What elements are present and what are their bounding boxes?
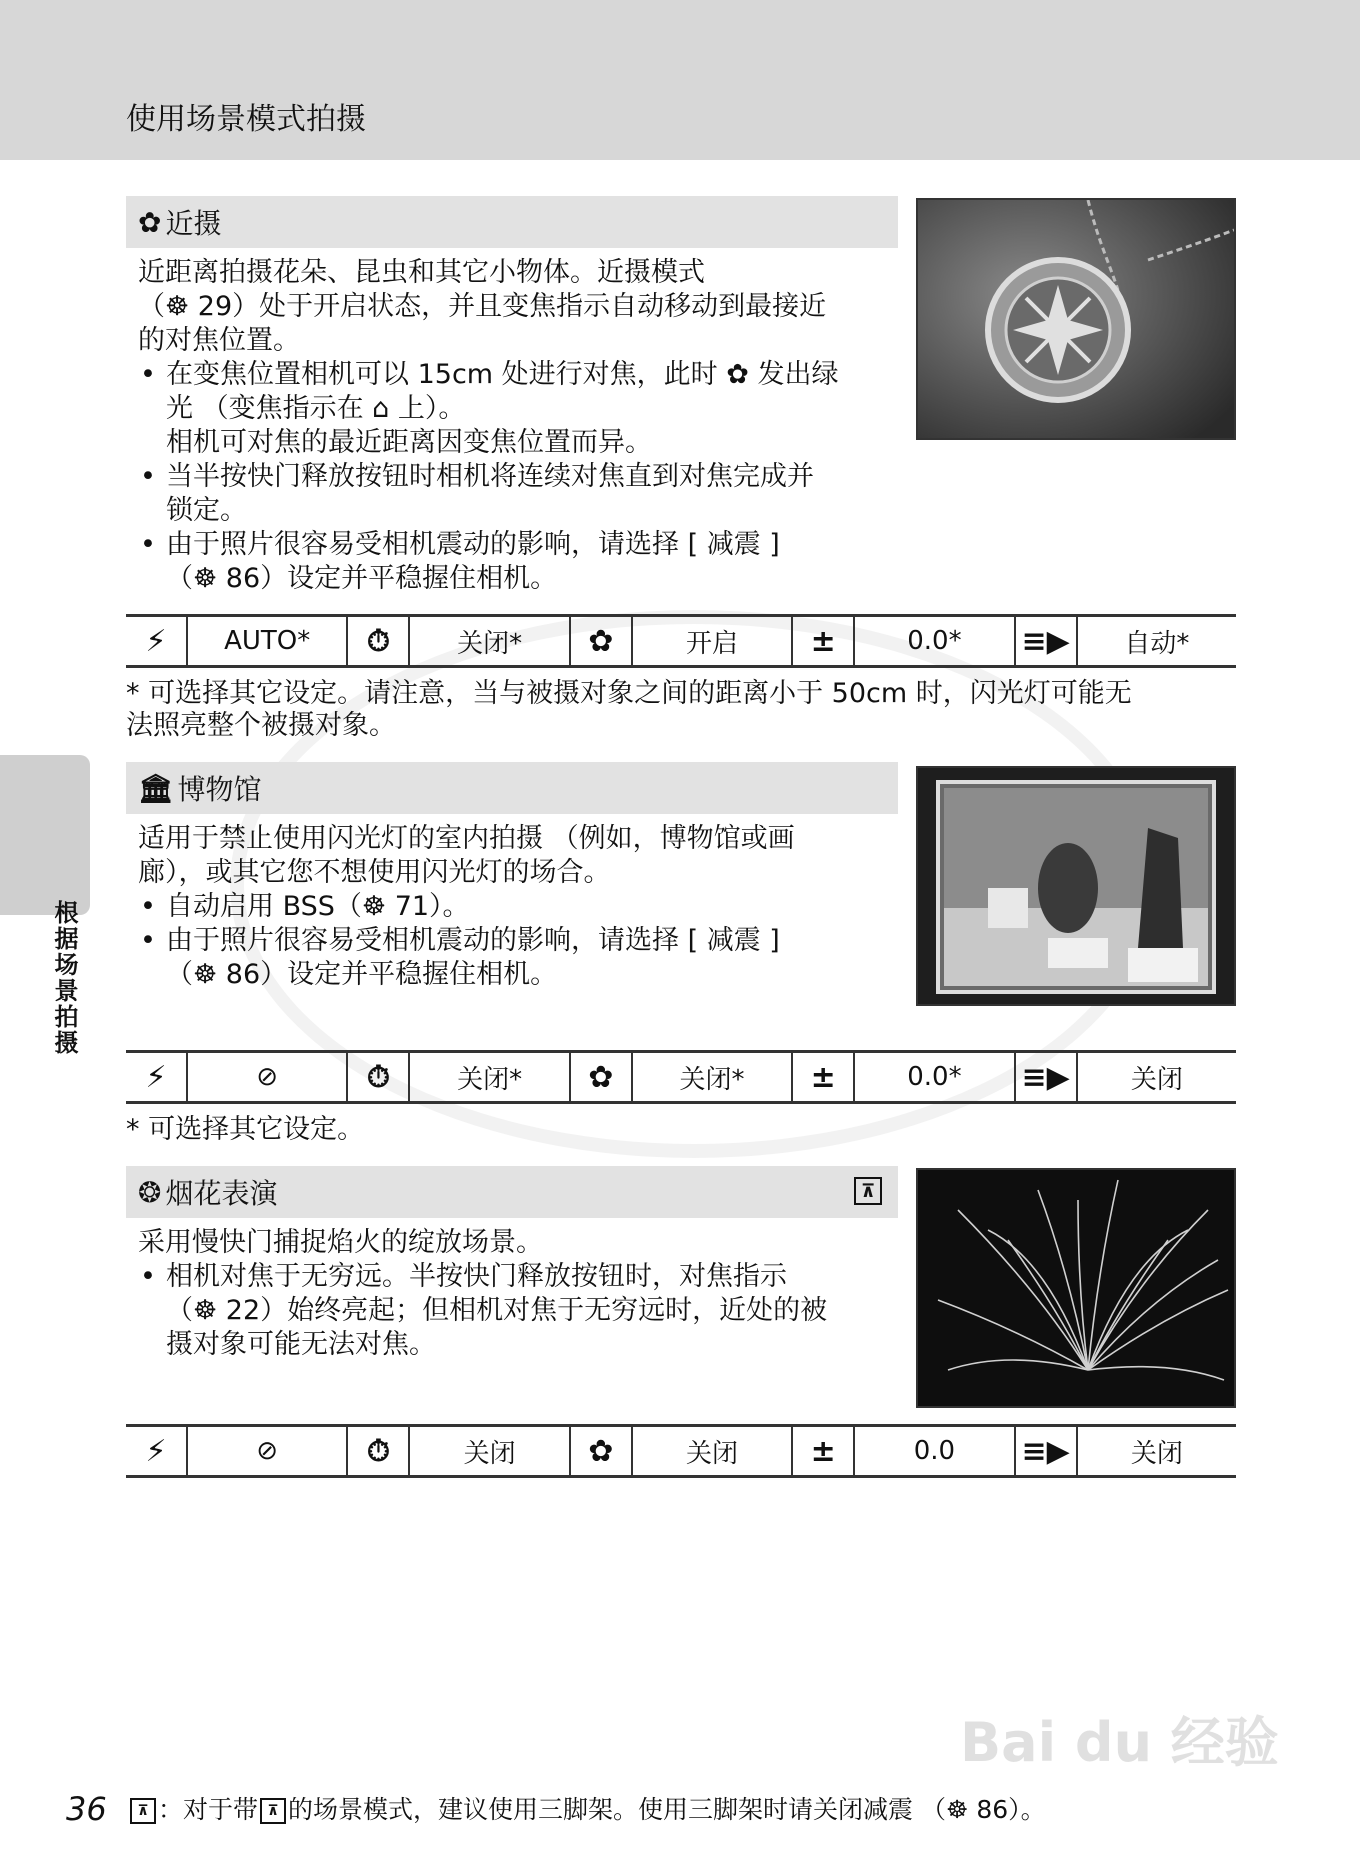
text-line: 相机可对焦的最近距离因变焦位置而异。 [166,427,652,458]
text-line: • 相机对焦于无穷远。半按快门释放按钮时，对焦指示 [166,1261,787,1292]
vr-icon: ≡▶ [1016,617,1078,665]
macro-icon: ✿ [138,205,162,239]
museum-icon: 🏛 [138,771,174,805]
section-body-fireworks [138,1226,898,1362]
macro-icon: ✿ [571,1427,633,1475]
timer-icon: ⏱ [348,1053,410,1101]
flash-icon: ⚡ [126,617,188,665]
settings-row-fireworks [126,1424,1236,1478]
photo-pendant [916,198,1236,440]
page-number: 36 [66,1790,107,1828]
text-line: * 可选择其它设定。请注意，当与被摄对象之间的距离小于 50cm 时，闪光灯可能无 [126,678,1132,709]
text-line: 近距离拍摄花朵、昆虫和其它小物体。近摄模式 [138,257,705,288]
settings-row-closeup [126,614,1236,668]
flash-off-icon: ⊘ [188,1053,348,1101]
photo-fireworks [916,1168,1236,1408]
text-line: 锁定。 [166,495,247,526]
text-line: 采用慢快门捕捉焰火的绽放场景。 [138,1227,543,1258]
list-item [138,528,898,596]
list-item [138,924,898,992]
flash-icon: ⚡ [126,1053,188,1101]
text-line: • 由于照片很容易受相机震动的影响，请选择 [ 减震 ] [166,925,780,956]
flash-value: AUTO* [188,617,348,665]
section-body-museum [138,822,898,992]
exposure-value: 0.0* [855,1053,1015,1101]
list-item [138,890,898,924]
timer-value: 关闭* [410,1053,570,1101]
exposure-icon: ± [793,1053,855,1101]
text-line: 光 （变焦指示在 ⌂ 上）。 [166,393,466,424]
exposure-icon: ± [793,617,855,665]
list-item [138,460,898,528]
footer-note [128,1790,1046,1826]
section-title: 博物馆 [177,773,262,806]
section-header-fireworks [126,1166,898,1218]
text-line: 的对焦位置。 [138,325,300,356]
text-line: （☸ 86）设定并平稳握住相机。 [166,563,558,594]
section-title: 近摄 [165,207,222,240]
macro-icon: ✿ [571,617,633,665]
timer-icon: ⏱ [348,1427,410,1475]
text-line: 廊），或其它您不想使用闪光灯的场合。 [138,857,611,888]
exposure-value: 0.0* [855,617,1015,665]
vr-icon: ≡▶ [1016,1053,1078,1101]
section-header-closeup [126,196,898,248]
macro-value: 关闭* [633,1053,793,1101]
macro-icon: ✿ [571,1053,633,1101]
note-closeup [126,678,1236,742]
note-museum [126,1114,1236,1146]
side-tab-label: 根据场景拍摄 [50,900,78,1056]
text-line: （☸ 29）处于开启状态，并且变焦指示自动移动到最接近 [138,291,827,322]
text-line: 法照亮整个被摄对象。 [126,710,396,741]
macro-value: 关闭 [633,1427,793,1475]
exposure-icon: ± [793,1427,855,1475]
tripod-icon: ⊼ [260,1798,286,1824]
timer-value: 关闭 [410,1427,570,1475]
settings-row-museum [126,1050,1236,1104]
fireworks-icon: ❂ [138,1175,162,1209]
photo-museum [916,766,1236,1006]
flash-icon: ⚡ [126,1427,188,1475]
text-line: • 自动启用 BSS（☸ 71）。 [166,891,470,922]
vr-value: 关闭 [1130,1064,1183,1095]
timer-icon: ⏱ [348,617,410,665]
footer-text-a: ：对于带 [158,1795,259,1824]
text-line: 摄对象可能无法对焦。 [166,1329,436,1360]
section-body-closeup [138,256,898,596]
text-line: • 由于照片很容易受相机震动的影响，请选择 [ 减震 ] [166,529,780,560]
text-line: 适用于禁止使用闪光灯的室内拍摄 （例如，博物馆或画 [138,823,795,854]
side-tab [0,755,90,915]
list-item [138,358,898,460]
footer-text-b: 的场景模式，建议使用三脚架。使用三脚架时请关闭减震 （☸ 86）。 [288,1795,1046,1824]
section-header-museum [126,762,898,814]
text-line: • 在变焦位置相机可以 15cm 处进行对焦，此时 ✿ 发出绿 [166,359,839,390]
section-title: 烟花表演 [165,1177,278,1210]
vr-icon: ≡▶ [1016,1427,1078,1475]
page-title: 使用场景模式拍摄 [126,102,366,137]
exposure-value: 0.0 [855,1427,1015,1475]
text-line: （☸ 22）始终亮起；但相机对焦于无穷远时，近处的被 [166,1295,828,1326]
text-line: （☸ 86）设定并平稳握住相机。 [166,959,558,990]
vr-value: 自动* [1124,628,1190,659]
tripod-icon: ⊼ [854,1177,882,1205]
vr-value: 关闭 [1130,1438,1183,1469]
timer-value: 关闭* [410,617,570,665]
text-line: • 当半按快门释放按钮时相机将连续对焦直到对焦完成并 [166,461,814,492]
list-item [138,1260,898,1362]
flash-off-icon: ⊘ [188,1427,348,1475]
header-band [0,0,1360,160]
text-line: * 可选择其它设定。 [126,1114,365,1145]
tripod-icon: ⊼ [130,1798,156,1824]
baidu-watermark: Bai du 经验 [960,1711,1279,1774]
macro-value: 开启 [633,617,793,665]
